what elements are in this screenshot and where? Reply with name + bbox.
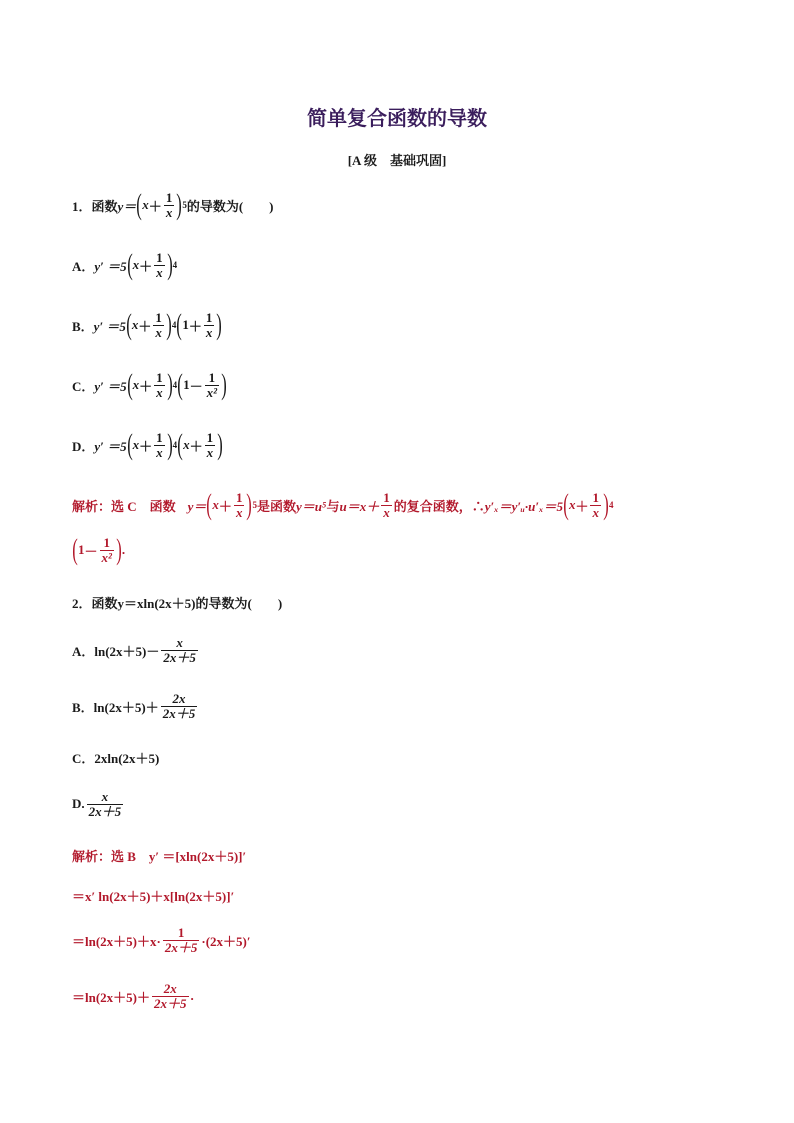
q2-analysis-line4: ＝ln(2x＋5)＋ $\frac{2x}{2x+5}$ .: [72, 981, 194, 1011]
q1-analysis-line1: 解析：选 C 函数 y＝ ( x ＋ $\frac{1}{x}$ ) 5 是函数 y＝u⁵ 与 u＝x＋ $\frac{1}{x}$ 的复合函数，∴ y′ₓ＝y′ᵤ·u′ₓ＝5 ( x ＋ $\frac{1}{x}$ ) 4: [72, 488, 614, 521]
q2-analysis-line3: ＝ln(2x＋5)＋x· $\frac{1}{2x+5}$ ·(2x＋5)′: [72, 925, 251, 955]
page-title: 简单复合函数的导数: [307, 108, 487, 130]
q2-option-a: A． ln(2x＋5)－ $\frac{x}{2x+5}$: [72, 635, 196, 665]
q1-option-c: C． y′ ＝5 ( x ＋ $\frac{1}{x}$ ) 4 ( 1 － $\frac{1}{\text{x²}}$ ): [72, 368, 227, 401]
q2-option-d: D. $\frac{x}{2x+5}$: [72, 789, 122, 819]
q2-stem: 2．函数y＝xln(2x＋5)的导数为( ): [72, 596, 283, 611]
q2-analysis-line1: 解析：选 B y′ ＝[xln(2x＋5)]′: [72, 849, 247, 864]
q1-option-b: B． y′ ＝5 ( x ＋ $\frac{1}{x}$ ) 4 ( 1 ＋ $\frac{1}{x}$ ): [72, 308, 223, 341]
q2-option-c: C．2xln(2x＋5): [72, 751, 160, 766]
q1-analysis-line2: ( 1 － $\frac{1}{\text{x²}}$ ) .: [72, 533, 126, 566]
q1-option-a: A． y′ ＝5 ( x ＋ $\frac{1}{x}$ ) 4: [72, 248, 178, 281]
q2-analysis-line2: ＝x′ ln(2x＋5)＋x[ln(2x＋5)]′: [72, 889, 235, 904]
q1-option-d: D． y′ ＝5 ( x ＋ $\frac{1}{x}$ ) 4 ( x ＋ $\frac{1}{x}$ ): [72, 428, 223, 461]
q2-option-b: B． ln(2x＋5)＋ $\frac{2x}{2x+5}$: [72, 691, 196, 721]
section-level: [A 级 基础巩固]: [347, 153, 447, 168]
q1-stem: 1．函数 y＝ ( x ＋ $\frac{1}{x}$ ) 5 的导数为( ): [72, 188, 274, 221]
